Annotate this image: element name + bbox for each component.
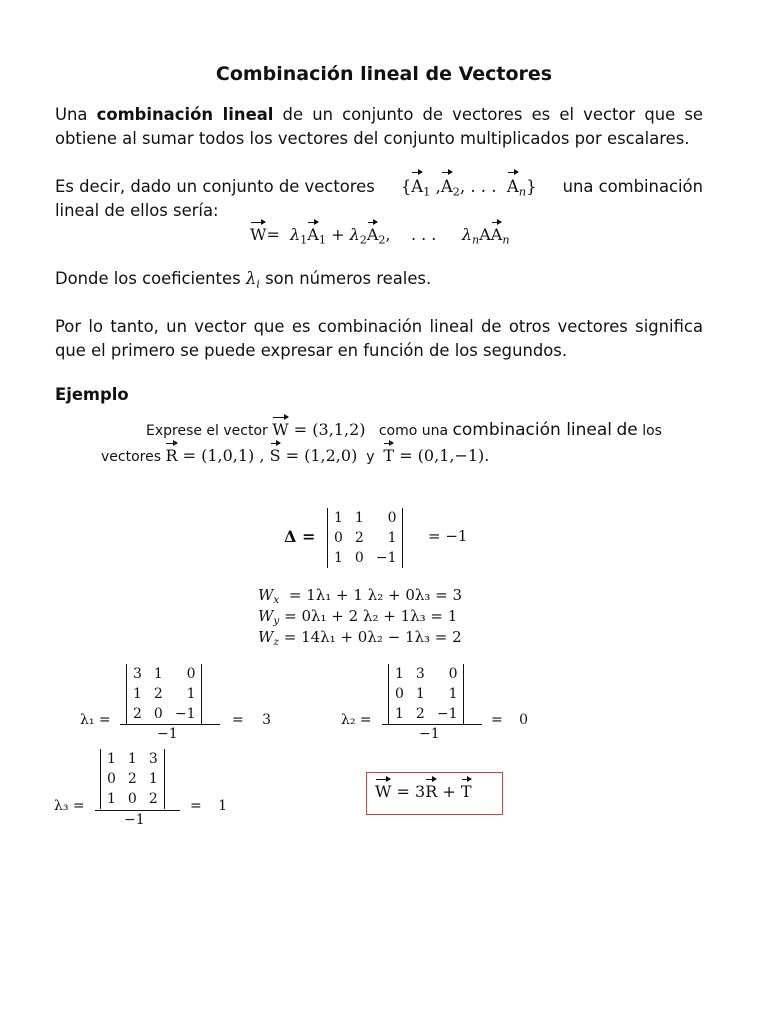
lambda1-matrix	[126, 664, 202, 724]
matrix-cell: 3	[133, 666, 142, 682]
matrix-cell: 1	[448, 686, 458, 702]
lambda3-result: = 1	[190, 798, 228, 814]
linear-combination-formula: $W= \lambda_1A_1 + \lambda_2A_2$, . . . $\lambda_nAA_n$	[250, 225, 510, 247]
matrix-cell: 0	[334, 530, 343, 546]
equation-sub: z	[273, 636, 279, 649]
text-de: de	[616, 420, 638, 440]
paragraph-conclusion-line-2: que el primero se puede expresar en función de los segundos.	[55, 341, 568, 360]
document-title: Combinación lineal de Vectores	[215, 63, 553, 85]
matrix-cell: 1	[395, 666, 404, 682]
matrix-cell: 2	[415, 706, 425, 722]
lambda2-denominator: −1	[419, 726, 440, 742]
lambda1-label: λ₁ =	[80, 712, 111, 728]
equation-system	[258, 585, 462, 648]
lambda: λ	[245, 269, 257, 288]
vector-set: {$A_1$ $,A_2$, . . . $A_n$}	[400, 177, 537, 199]
lambda1-fraction-bar	[120, 724, 220, 725]
ellipsis: . . .	[410, 225, 437, 244]
equation-sub: y	[273, 615, 280, 628]
vec-t: T	[383, 446, 395, 465]
matrix-cell: 1	[415, 686, 425, 702]
lambda2-result: = 0	[491, 712, 529, 728]
paragraph-definition-line-1	[55, 103, 703, 127]
ellipsis: . . .	[470, 177, 497, 196]
matrix-cell: 1	[395, 706, 404, 722]
text-una-combinacion: una combinación	[562, 177, 703, 196]
matrix-cell: 1	[387, 530, 397, 546]
lambda1-result: = 3	[232, 712, 272, 728]
matrix-cell: 0	[387, 510, 397, 526]
sub-2: 2	[378, 233, 386, 247]
text-definition-rest: de un conjunto de vectores es el vector que se	[282, 105, 703, 124]
lambda3-denominator: −1	[124, 812, 145, 828]
lambda2-fraction-bar	[382, 724, 482, 725]
example-statement-line-1	[146, 420, 662, 440]
text-reales: son números reales.	[265, 269, 432, 288]
matrix-cell: 1	[186, 686, 196, 702]
equation-rhs: = 0λ₁ + 2 λ₂ + 1λ₃ = 1	[284, 607, 458, 625]
lambda: λ	[290, 225, 301, 244]
answer-equation	[375, 782, 472, 801]
matrix-cell: 3	[415, 666, 425, 682]
lambda3-fraction-bar	[95, 810, 180, 811]
equation-lhs: W	[258, 607, 274, 625]
lambda3-matrix	[100, 749, 165, 809]
sub-2: 2	[452, 184, 460, 199]
w-value: = (3,1,2)	[293, 420, 366, 439]
vec-a1: A	[411, 175, 423, 199]
paragraph-conclusion	[55, 315, 703, 363]
equation-lhs: W	[258, 586, 274, 604]
text-y: y	[366, 449, 375, 465]
sub-1: 1	[300, 233, 308, 247]
equation-lhs: W	[258, 628, 274, 646]
equation-wx	[258, 585, 462, 606]
text-como-una: como una	[378, 423, 449, 439]
matrix-cell: 0	[354, 550, 364, 566]
r-value: = (1,0,1) ,	[182, 446, 265, 465]
matrix-cell: 2	[148, 791, 158, 807]
equation-wz	[258, 627, 462, 648]
answer-plus: +	[442, 782, 456, 801]
sub-n: n	[502, 233, 510, 247]
delta-result: = −1	[428, 527, 468, 545]
matrix-cell: 3	[148, 751, 158, 767]
text-vectores: vectores	[101, 449, 162, 465]
matrix-cell: −1	[375, 550, 397, 566]
paragraph-conclusion-line-1: Por lo tanto, un vector que es combinación lineal de otros vectores significa	[55, 317, 703, 336]
matrix-cell: 2	[354, 530, 364, 546]
lambda: λ	[349, 225, 360, 244]
text-una: Una	[55, 105, 88, 124]
vec-r: R	[425, 782, 438, 801]
term-combinacion-lineal: combinación lineal	[96, 105, 274, 124]
sub-n: n	[471, 233, 480, 247]
matrix-cell: 2	[127, 771, 137, 787]
matrix-cell: 1	[107, 791, 116, 807]
comma: ,	[385, 225, 391, 244]
vec-an: A	[507, 175, 519, 199]
text-es-decir: Es decir, dado un conjunto de vectores	[55, 177, 375, 196]
lambda: λ	[461, 225, 472, 244]
sub-2: 2	[359, 233, 367, 247]
t-value: = (0,1,−1).	[399, 446, 490, 465]
paragraph-coefficients	[55, 267, 703, 291]
sub-1: 1	[318, 233, 326, 247]
paragraph-set-line-2: lineal de ellos sería:	[55, 201, 219, 220]
paragraph-set-line-1	[55, 175, 703, 199]
vec-s: S	[269, 446, 281, 465]
example-heading: Ejemplo	[55, 385, 129, 404]
matrix-cell: 0	[186, 666, 196, 682]
sub-1: 1	[423, 184, 431, 199]
text-a: A	[479, 225, 491, 244]
lambda2-label: λ₂ =	[341, 712, 372, 728]
text-exprese: Exprese el vector	[146, 423, 268, 439]
matrix-cell: 1	[107, 751, 116, 767]
vec-t: T	[460, 782, 472, 801]
paragraph-set	[55, 175, 703, 223]
text-donde: Donde los coeficientes	[55, 269, 241, 288]
matrix-cell: 1	[334, 510, 343, 526]
matrix-cell: −1	[174, 706, 196, 722]
equation-sub: x	[273, 594, 280, 607]
s-value: = (1,2,0)	[285, 446, 358, 465]
matrix-cell: 1	[127, 751, 137, 767]
matrix-cell: 0	[153, 706, 163, 722]
matrix-cell: 2	[133, 706, 142, 722]
vec-r: R	[165, 446, 178, 465]
lambda3-label: λ₃ =	[54, 798, 85, 814]
matrix-cell: 1	[148, 771, 158, 787]
lambda1-denominator: −1	[157, 726, 178, 742]
equation-rhs: = 1λ₁ + 1 λ₂ + 0λ₃ = 3	[288, 586, 463, 604]
delta-symbol: Δ =	[284, 527, 316, 546]
matrix-cell: 1	[133, 686, 142, 702]
equation-rhs: = 14λ₁ + 0λ₂ − 1λ₃ = 2	[283, 628, 462, 646]
matrix-cell: 0	[395, 686, 404, 702]
matrix-cell: 1	[153, 666, 163, 682]
text-combinacion-lineal: combinación lineal	[452, 420, 613, 440]
answer-eq: = 3	[396, 782, 426, 801]
matrix-cell: 2	[153, 686, 163, 702]
vec-w: W	[375, 782, 392, 801]
text-los: los	[642, 423, 662, 439]
lambda2-matrix	[388, 664, 464, 724]
matrix-cell: 1	[334, 550, 343, 566]
sub-i: i	[256, 276, 260, 291]
sub-n: n	[518, 184, 527, 199]
paragraph-definition-line-2: obtiene al sumar todos los vectores del conjunto multiplicados por escalares.	[55, 129, 690, 148]
matrix-cell: −1	[436, 706, 458, 722]
vec-a2: A	[366, 225, 379, 244]
matrix-cell: 1	[354, 510, 364, 526]
vec-w: W	[250, 225, 267, 244]
matrix-cell: 0	[127, 791, 137, 807]
equation-wy	[258, 606, 462, 627]
delta-matrix	[327, 508, 403, 568]
vec-a2: A	[441, 175, 453, 199]
paragraph-definition	[55, 103, 703, 151]
vec-an: A	[490, 225, 503, 244]
matrix-cell: 0	[448, 666, 458, 682]
example-statement-line-2	[101, 446, 489, 465]
vec-w: W	[272, 420, 289, 439]
matrix-cell: 0	[107, 771, 116, 787]
vec-a1: A	[307, 225, 319, 244]
